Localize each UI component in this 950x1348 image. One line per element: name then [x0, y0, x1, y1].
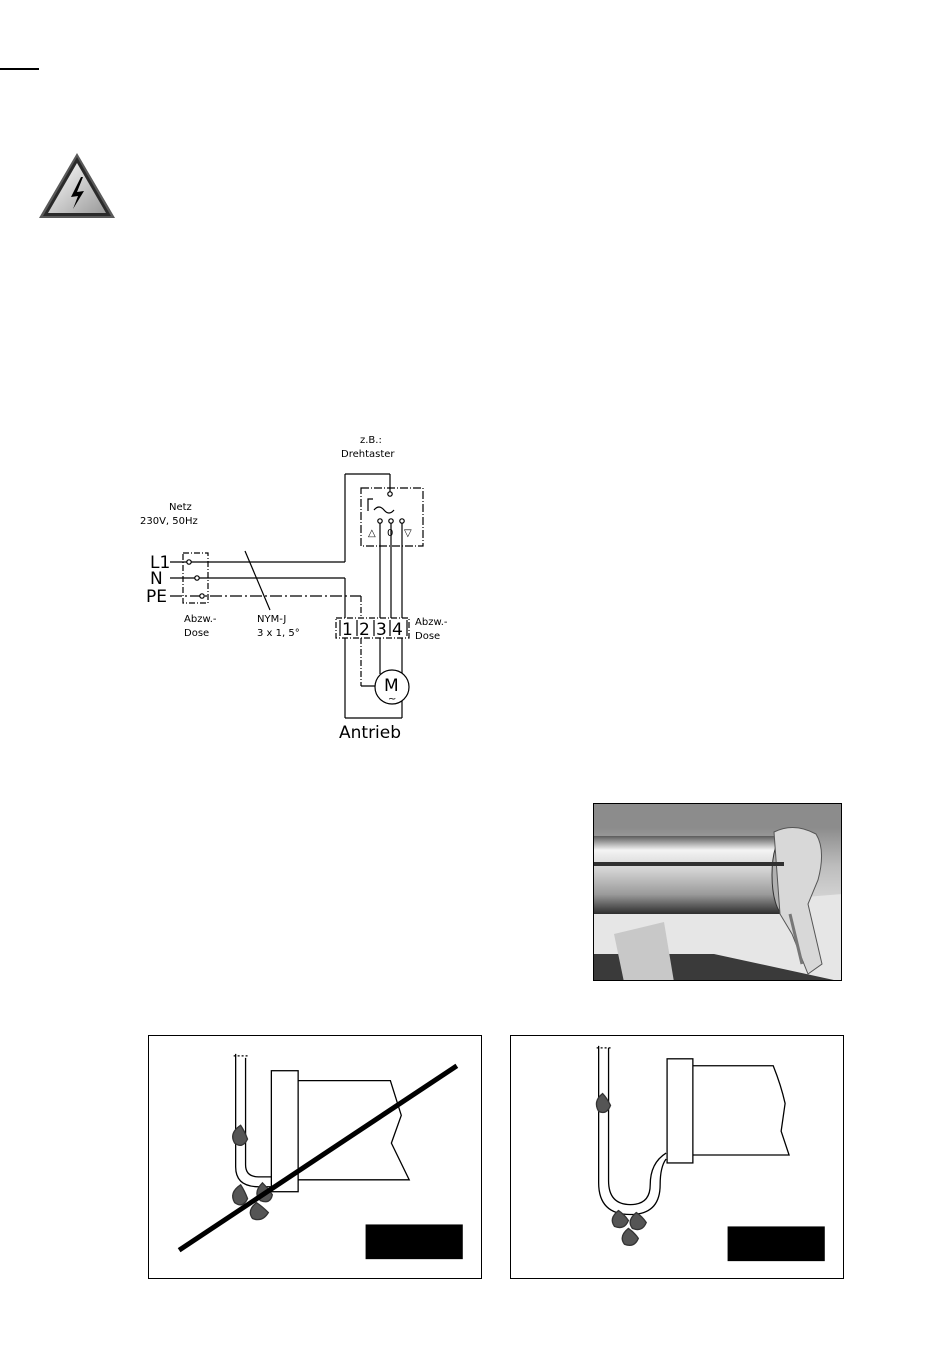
- switch-label-drehtaster: Drehtaster: [341, 449, 395, 460]
- incorrect-cable-routing-figure: [148, 1035, 482, 1279]
- label-box-incorrect: [366, 1224, 463, 1259]
- drive-photo: [593, 803, 842, 981]
- cable-label-size: 3 x 1, 5°: [257, 628, 300, 639]
- switch-pos-up: △: [368, 528, 376, 539]
- motor-tilde: ~: [388, 694, 397, 705]
- left-box-label-2: Dose: [184, 628, 210, 639]
- line-label-pe: PE: [146, 587, 167, 607]
- right-box-label-2: Dose: [415, 631, 441, 642]
- header-rule: [0, 68, 39, 70]
- motor-letter: M: [384, 676, 399, 696]
- left-box-label-1: Abzw.-: [184, 614, 217, 625]
- label-box-correct: [728, 1226, 825, 1261]
- drive-label: Antrieb: [339, 723, 402, 743]
- terminal-4: 4: [392, 620, 403, 640]
- switch-label-zb: z.B.:: [360, 435, 382, 446]
- right-box-label-1: Abzw.-: [415, 617, 448, 628]
- line-label-n: N: [150, 569, 163, 589]
- wiring-diagram: [130, 428, 470, 748]
- supply-label-voltage: 230V, 50Hz: [140, 516, 198, 527]
- switch-pos-down: ▽: [404, 528, 412, 539]
- cable-leader-line: [245, 551, 270, 610]
- electrical-hazard-warning-icon: [38, 150, 118, 222]
- cable-label-type: NYM-J: [257, 614, 287, 625]
- terminal-3: 3: [376, 620, 387, 640]
- terminal-2: 2: [359, 620, 370, 640]
- line-label-l1: L1: [150, 553, 171, 573]
- correct-cable-routing-figure: [510, 1035, 844, 1279]
- switch-pos-zero: 0: [387, 528, 394, 539]
- terminal-1: 1: [342, 620, 353, 640]
- supply-label-netz: Netz: [169, 502, 192, 513]
